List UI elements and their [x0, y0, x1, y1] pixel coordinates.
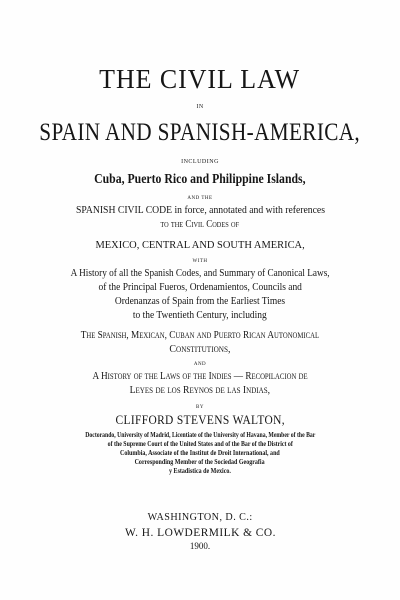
and-the-label: AND THE: [187, 196, 213, 201]
credentials-line-1: Doctorando, University of Madrid, Licentiate of the University of Havana, Member of the Bar: [84, 431, 316, 439]
title-line-2: [0, 104, 400, 110]
countries-line: MEXICO, CENTRAL AND SOUTH AMERICA,: [95, 239, 305, 251]
and-label: AND: [193, 362, 207, 367]
title-line-3-text: SPAIN AND SPANISH-AMERICA,: [39, 119, 361, 146]
history-line-2: of the Principal Fueros, Ordenamientos, Councils and: [98, 281, 302, 293]
civil-code-line-2: to the Civil Codes of: [160, 219, 240, 230]
civil-code-line-1: SPANISH CIVIL CODE in force, annotated and with references: [75, 204, 325, 216]
title-line-2-text: IN: [196, 104, 204, 110]
title-line-1-text: THE CIVIL LAW: [99, 64, 301, 94]
indies-line-2: Leyes de los Reynos de las Indias,: [129, 384, 271, 396]
credentials-line-3: Columbia, Associate of the Institut de Droit International, and: [120, 449, 280, 457]
by-label: BY: [196, 405, 204, 410]
imprint-place: WASHINGTON, D. C.:: [147, 511, 253, 523]
history-line-1: A History of all the Spanish Codes, and Summary of Canonical Laws,: [70, 267, 330, 279]
including-label: INCLUDING: [181, 159, 219, 165]
autonomical-line-1: The Spanish, Mexican, Cuban and Puerto Rican Autonomical: [80, 329, 320, 341]
indies-line-1: A History of the Laws of the Indies — Recopilacion de: [92, 370, 308, 382]
title-line-3: [0, 120, 400, 145]
title-line-1: [0, 66, 400, 93]
imprint-year: 1900.: [189, 541, 211, 551]
imprint-publisher: W. H. LOWDERMILK & CO.: [124, 525, 276, 539]
credentials-line-2: of the Supreme Court of the United States and of the Bar of the District of: [107, 440, 293, 448]
credentials-line-5: y Estadistica de Mexico.: [169, 467, 231, 475]
with-label: WITH: [192, 259, 208, 264]
credentials-line-4: Corresponding Member of the Sociedad Geografia: [134, 458, 266, 466]
autonomical-line-2: Constitutions,: [169, 343, 231, 355]
islands-line: Cuba, Puerto Rico and Philippine Islands,: [94, 172, 306, 187]
author-name: CLIFFORD STEVENS WALTON,: [115, 412, 285, 427]
history-line-4: to the Twentieth Century, including: [133, 309, 267, 321]
history-line-3: Ordenanzas of Spain from the Earliest Times: [114, 295, 286, 307]
